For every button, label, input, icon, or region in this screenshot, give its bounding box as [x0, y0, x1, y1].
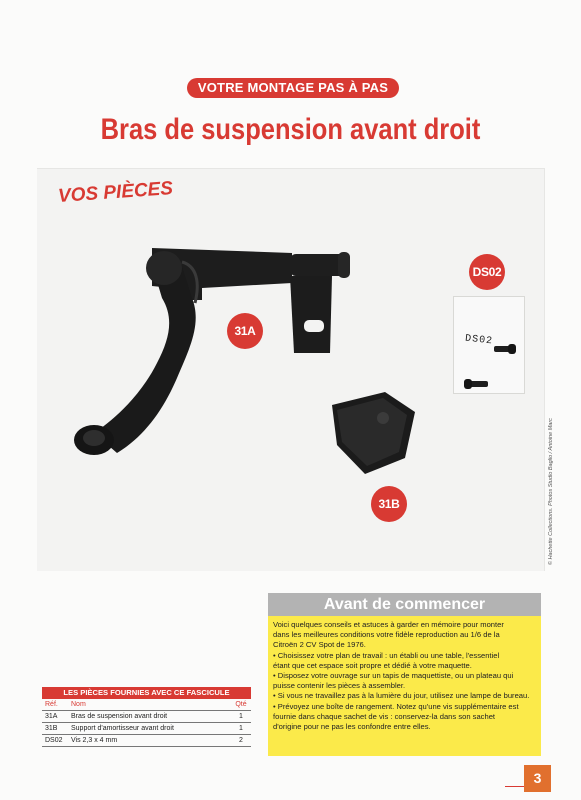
page-title: Bras de suspension avant droit	[100, 113, 481, 146]
table-row	[42, 735, 251, 747]
column-header-ref: Réf.	[45, 701, 58, 708]
section-label: VOTRE MONTAGE PAS À PAS	[187, 78, 399, 98]
part-ref: DS02	[45, 737, 63, 744]
bag-label: DS02	[464, 333, 494, 348]
part-badge-31b: 31B	[371, 486, 407, 522]
part-qty: 2	[239, 737, 243, 744]
tips-line: étant que cet espace soit propre et dédié à votre maquette.	[273, 660, 472, 670]
parts-table	[42, 687, 251, 747]
tips-line: Voici quelques conseils et astuces à garder en mémoire pour monter	[273, 620, 504, 629]
part-name: Bras de suspension avant droit	[71, 713, 168, 720]
tips-line: fournie dans chaque sachet de vis : conservez-la dans son sachet	[273, 711, 496, 721]
tips-line: Citroën 2 CV Spot de 1976.	[273, 640, 366, 650]
part-ref: 31B	[45, 725, 58, 732]
shock-support-image	[327, 390, 417, 480]
part-badge-ds02: DS02	[469, 254, 505, 290]
footer-rule	[505, 786, 525, 787]
page-number: 3	[524, 765, 551, 792]
tips-line: • Si vous ne travaillez pas à la lumière du jour, utilisez une lampe de bureau.	[273, 691, 530, 701]
tips-line: • Prévoyez une boîte de rangement. Notez qu'une vis supplémentaire est	[273, 701, 519, 711]
tips-line: puisse contenir les pièces à assembler.	[273, 681, 406, 691]
column-header-name: Nom	[71, 701, 86, 708]
part-name: Support d'amortisseur avant droit	[71, 725, 174, 732]
part-qty: 1	[239, 713, 243, 720]
tips-box	[268, 593, 541, 756]
parts-table-title: LES PIÈCES FOURNIES AVEC CE FASCICULE	[42, 687, 251, 699]
photo-credits: © Hachette Collections. Photos Studio Baglio / Antoine Marc	[548, 418, 554, 565]
part-ref: 31A	[45, 713, 58, 720]
tips-body	[268, 616, 541, 756]
tips-title: Avant de commencer	[268, 593, 541, 616]
tips-line: dans les meilleures conditions votre fidèle reproduction au 1/6 de la	[273, 630, 500, 640]
suspension-arm-image	[62, 228, 362, 478]
tips-line: • Disposez votre ouvrage sur un tapis de maquettiste, ou un plateau qui	[273, 671, 514, 681]
table-row	[42, 723, 251, 735]
parts-heading: VOS PIÈCES	[57, 178, 174, 207]
part-name: Vis 2,3 x 4 mm	[71, 737, 118, 744]
part-qty: 1	[239, 725, 243, 732]
screw-image	[462, 377, 496, 391]
table-row	[42, 711, 251, 723]
tips-line: d'origine pour ne pas les confondre entre elles.	[273, 722, 431, 732]
part-badge-31a: 31A	[227, 313, 263, 349]
tips-line: • Choisissez votre plan de travail : un établi ou une table, l'essentiel	[273, 650, 500, 660]
parts-table-header-row	[42, 699, 251, 711]
screw-image	[492, 340, 520, 358]
column-header-qty: Qté	[235, 701, 247, 708]
